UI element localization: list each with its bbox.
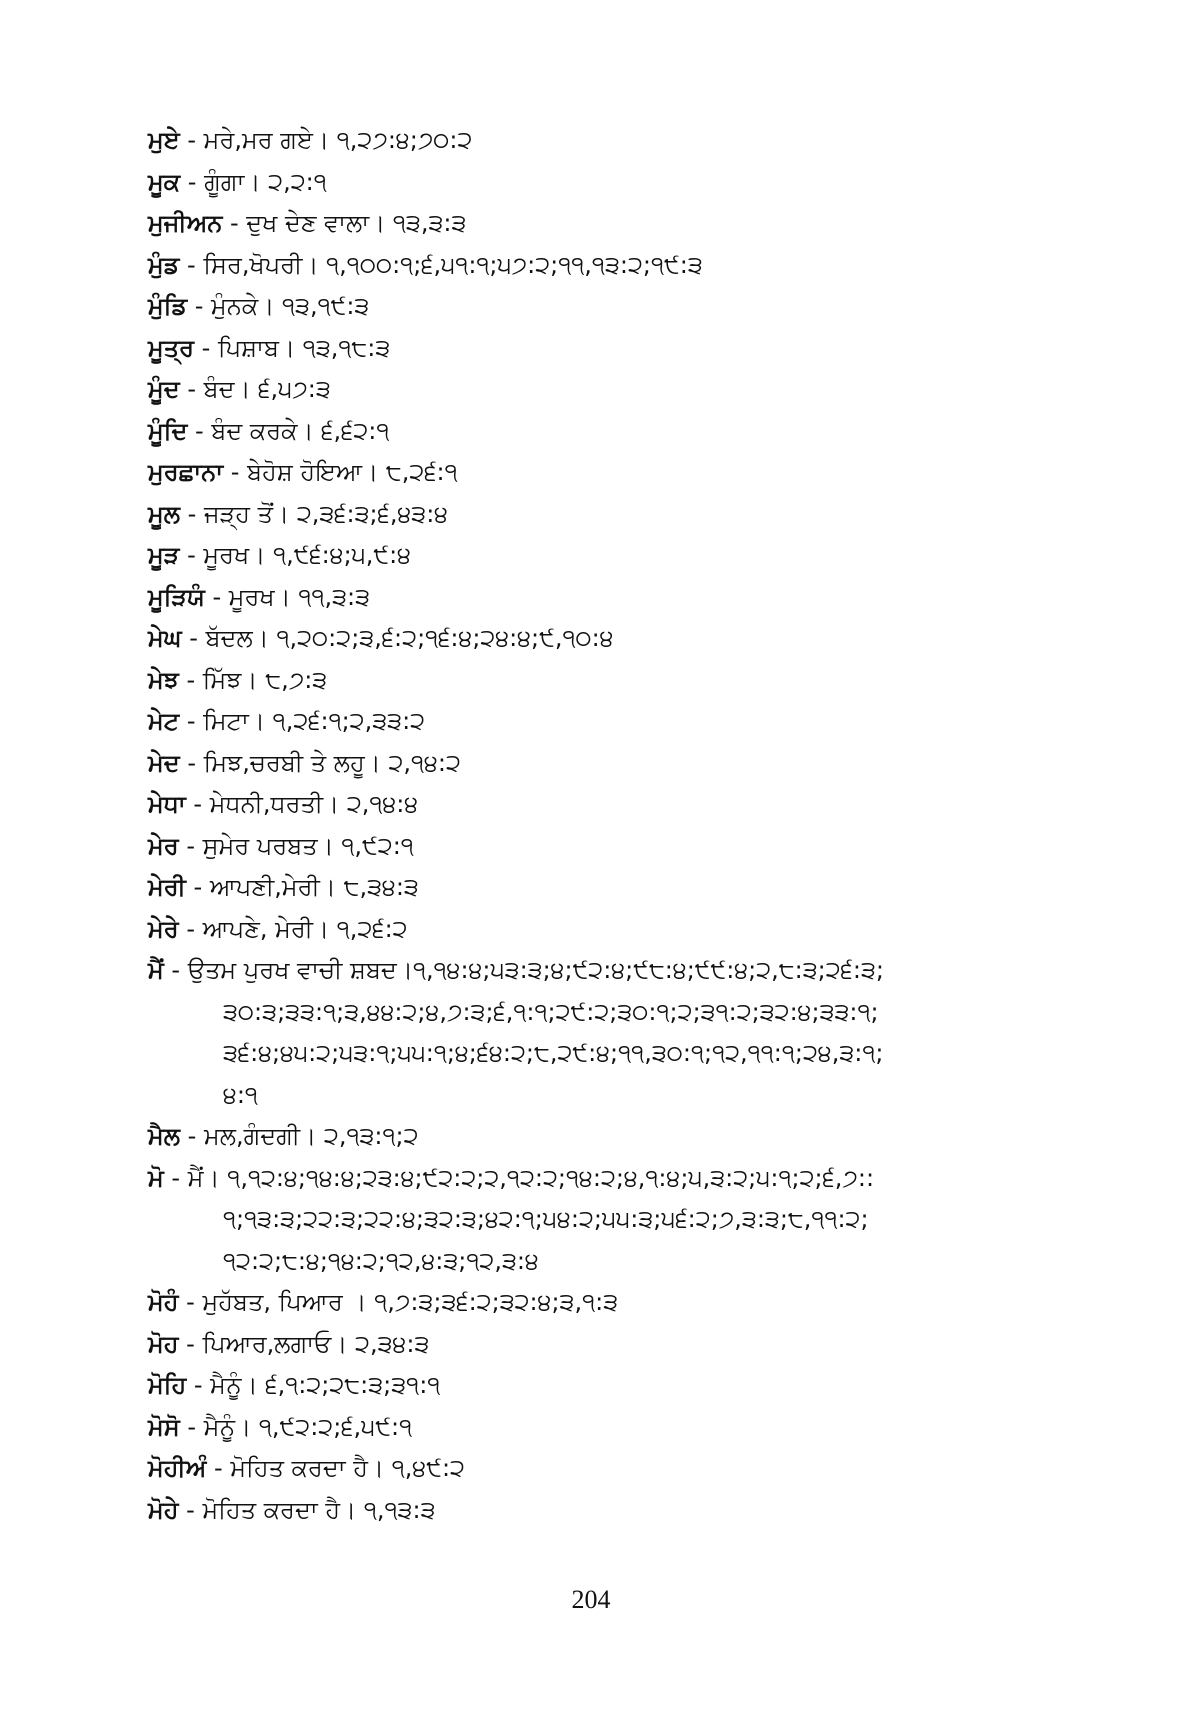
entry — [148, 660, 1048, 702]
headword: ਮੇਦ — [148, 748, 180, 777]
definition: - ਬੰਦ ਕਰਕੇ। ੬,੬੨:੧ — [187, 416, 390, 445]
definition: - ਮੈਂ। ੧,੧੨:੪;੧੪:੪;੨੩:੪;੯੨:੨;੨,੧੨:੨;੧੪:੨;੪,੧:੪;੫,੩:੨;੫:੧;੨;੬,੭:: — [163, 1163, 875, 1192]
definition: - ਜੜ੍ਹ ਤੋਂ। ੨,੩੬:੩;੬,੪੩:੪ — [180, 499, 449, 528]
entry — [148, 1365, 1048, 1407]
entry — [148, 1490, 1048, 1532]
headword: ਮੁੰਡਿ — [148, 292, 188, 320]
headword: ਮੋਹਿ — [148, 1371, 187, 1399]
definition: - ਮਲ,ਗੰਦਗੀ। ੨,੧੩:੧;੨ — [180, 1122, 419, 1150]
page-number: 204 — [571, 1585, 611, 1614]
definition: - ਬੱਦਲ। ੧,੨੦:੨;੩,੬:੨;੧੬:੪;੨੪:੪;੯,੧੦:੪ — [181, 624, 614, 652]
definition: - ਆਪਣੇ, ਮੇਰੀ। ੧,੨੬:੨ — [178, 914, 408, 943]
entry — [148, 286, 1048, 328]
entry — [148, 1282, 1048, 1324]
definition: - ਮੋਹਿਤ ਕਰਦਾ ਹੈ। ੧,੧੩:੩ — [178, 1495, 436, 1524]
headword: ਮੇਟ — [148, 707, 180, 735]
definition-continuation: ੩੦:੩;੩੩:੧;੩,੪੪:੨;੪,੭:੩;੬,੧:੧;੨੯:੨;੩੦:੧;੨;੩੧:੨;੩੨:੪;੩੩:੧; — [223, 997, 879, 1026]
definition: - ਮੈਨੂੰ। ੧,੯੨:੨;੬,੫੯:੧ — [179, 1412, 413, 1441]
headword: ਮੋਹੇ — [148, 1495, 179, 1524]
entry — [148, 618, 1048, 660]
entry — [148, 743, 1048, 785]
entry — [148, 203, 1048, 245]
entry — [148, 909, 1048, 951]
definition: - ਮਿੱਝ। ੮,੭:੩ — [178, 665, 328, 694]
headword: ਮੈਲ — [148, 1122, 181, 1150]
entry — [148, 1158, 1048, 1283]
definition: - ਮਰੇ,ਮਰ ਗਏ। ੧,੨੭:੪;੭੦:੨ — [179, 126, 473, 154]
headword: ਮੂੜ — [148, 541, 180, 569]
definition: - ਬੰਦ। ੬,੫੭:੩ — [179, 375, 331, 403]
entry — [148, 411, 1048, 453]
definition: - ਦੁਖ ਦੇਣ ਵਾਲਾ। ੧੩,੩:੩ — [222, 209, 467, 237]
headword: ਮੁਜੀਅਨ — [148, 209, 223, 237]
headword: ਮੂੰਦ — [148, 375, 180, 403]
entry — [148, 452, 1048, 494]
definition: - ਉਤਮ ਪੁਰਖ ਵਾਚੀ ਸ਼ਬਦ।੧,੧੪:੪;੫੩:੩;੪;੯੨:੪;੯੮:੪;੯੯:੪;੨,੮:੩;੨੬:੩; — [163, 956, 885, 984]
definition: - ਮੈਨੂੰ। ੬,੧:੨;੨੮:੩;੩੧:੧ — [186, 1371, 441, 1399]
headword: ਮੋਸੋ — [148, 1412, 180, 1441]
dictionary-entries — [148, 120, 1048, 1531]
definition: - ਪਿਸ਼ਾਬ। ੧੩,੧੮:੩ — [194, 333, 391, 362]
entry — [148, 701, 1048, 743]
definition: - ਪਿਆਰ,ਲਗਾਓ। ੨,੩੪:੩ — [178, 1329, 430, 1358]
entry — [148, 328, 1048, 370]
definition: - ਮਿਟਾ। ੧,੨੬:੧;੨,੩੩:੨ — [179, 707, 426, 735]
entry — [148, 120, 1048, 162]
headword: ਮੋਹ — [148, 1329, 179, 1358]
definition-continuation: ੧;੧੩:੩;੨੨:੩;੨੨:੪;੩੨:੩;੪੨:੧;੫੪:੨;੫੫:੩;੫੬:੨;੭,੩:੩;੮,੧੧:੨; — [223, 1205, 869, 1233]
headword: ਮੁਏ — [148, 126, 180, 154]
entry — [148, 867, 1048, 909]
headword: ਮੇਘ — [148, 624, 182, 652]
definition-continuation: ੩੬:੪;੪੫:੨;੫੩:੧;੫੫:੧;੪;੬੪:੨;੮,੨੯:੪;੧੧,੩੦:੧;੧੨,੧੧:੧;੨੪,੩:੧; — [223, 1039, 884, 1067]
definition: - ਆਪਣੀ,ਮੇਰੀ। ੮,੩੪:੩ — [185, 873, 419, 901]
definition: - ਬੇਹੋਸ਼ ਹੋਇਆ। ੮,੨੬:੧ — [223, 458, 458, 486]
entry — [148, 1116, 1048, 1158]
entry — [148, 784, 1048, 826]
definition: - ਮੋਹਿਤ ਕਰਦਾ ਹੈ। ੧,੪੯:੨ — [206, 1454, 465, 1482]
definition: - ਸੁਮੇਰ ਪਰਬਤ। ੧,੯੨:੧ — [178, 831, 414, 860]
definition: - ਗੂੰਗਾ। ੨,੨:੧ — [180, 167, 327, 196]
entry — [148, 1448, 1048, 1490]
entry — [148, 369, 1048, 411]
headword: ਮੇਰੀ — [148, 873, 186, 901]
entry — [148, 1407, 1048, 1449]
headword: ਮੈਂ — [148, 956, 164, 984]
definition-continuation: ੪:੧ — [223, 1080, 258, 1109]
headword: ਮੂਕ — [148, 167, 181, 196]
headword: ਮੂਤ੍ਰ — [148, 333, 195, 362]
definition-continuation: ੧੨:੨;੮:੪;੧੪:੨;੧੨,੪:੩;੧੨,੩:੪ — [223, 1246, 539, 1275]
headword: ਮੋ — [148, 1163, 164, 1192]
entry — [148, 494, 1048, 536]
headword: ਮੂੰਦਿ — [148, 416, 188, 445]
entry — [148, 162, 1048, 204]
definition: - ਮੂਰਖ। ੧,੯੬:੪;੫,੯:੪ — [179, 541, 412, 569]
definition: - ਮੁਹੱਬਤ, ਪਿਆਰ । ੧,੭:੩;੩੬:੨;੩੨:੪;੩,੧:੩ — [178, 1288, 619, 1316]
definition: - ਮੇਧਨੀ,ਧਰਤੀ। ੨,੧੪:੪ — [185, 790, 419, 818]
entry — [148, 535, 1048, 577]
definition: - ਸਿਰ,ਖੋਪਰੀ। ੧,੧੦੦:੧;੬,੫੧:੧;੫੭:੨;੧੧,੧੩:੨;੧੯:੩ — [179, 250, 703, 279]
headword: ਮੋਹੀਅੰ — [148, 1454, 207, 1482]
entry — [148, 577, 1048, 619]
headword: ਮੇਰ — [148, 831, 179, 860]
headword: ਮੁੰਡ — [148, 250, 180, 279]
headword: ਮੇਧਾ — [148, 790, 186, 818]
definition: - ਮੁੰਨਕੇ। ੧੩,੧੯:੩ — [187, 292, 370, 320]
entry — [148, 950, 1048, 1116]
headword: ਮੇਰੇ — [148, 914, 179, 943]
headword: ਮੇਝ — [148, 665, 179, 694]
headword: ਮੁਰਛਾਨਾ — [148, 458, 224, 486]
headword: ਮੂਲ — [148, 499, 181, 528]
definition: - ਮਿਝ,ਚਰਬੀ ਤੇ ਲਹੂ। ੨,੧੪:੨ — [179, 748, 461, 777]
headword: ਮੂੜਿਯੰ — [148, 582, 205, 611]
entry — [148, 826, 1048, 868]
entry — [148, 1324, 1048, 1366]
headword: ਮੋਹੰ — [148, 1288, 179, 1316]
entry — [148, 245, 1048, 287]
definition: - ਮੂਰਖ। ੧੧,੩:੩ — [204, 582, 371, 611]
